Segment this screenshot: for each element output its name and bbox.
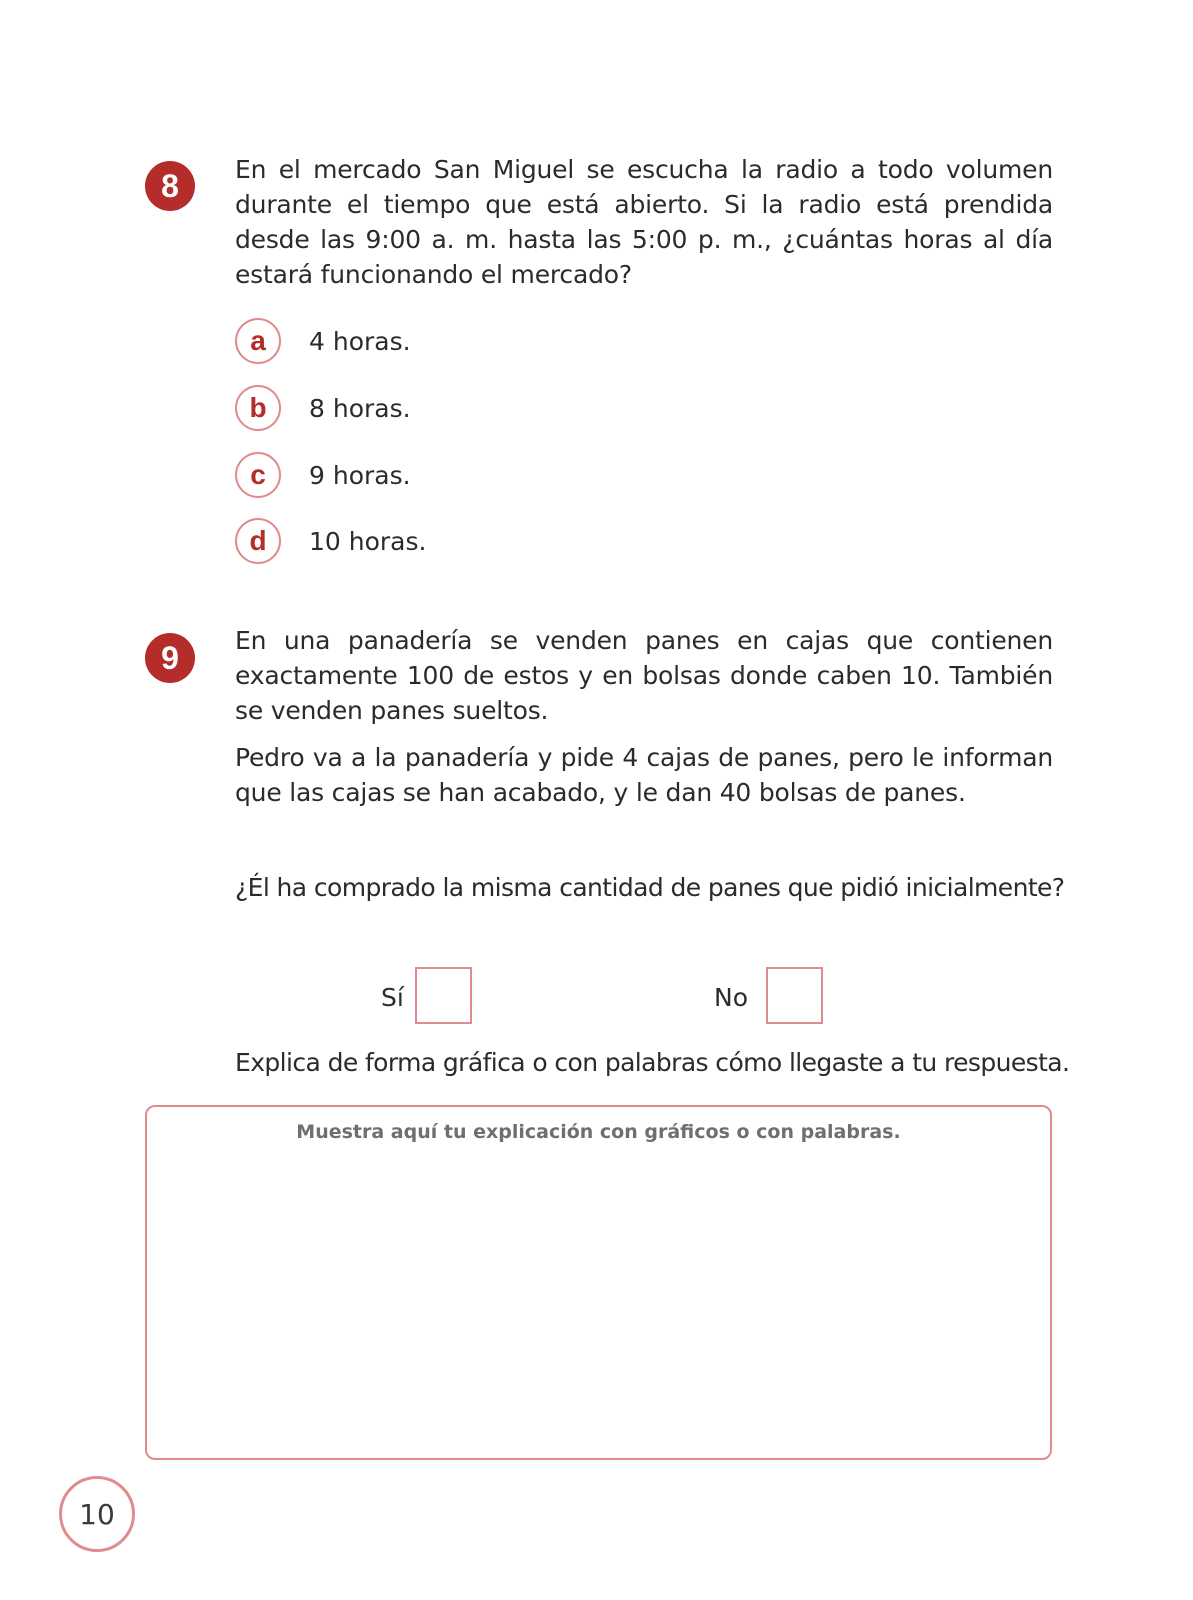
question-8-text: En el mercado San Miguel se escucha la radio a todo volumen durante el tiempo que está abierto. Si la radio está prendida desde las 9:00 a. m. hasta las 5:00 p. m., ¿cuántas horas al día estará funcionando el mercado?	[235, 155, 1053, 289]
yes-label: Sí	[381, 983, 404, 1012]
option-a[interactable]	[235, 318, 411, 364]
option-b[interactable]	[235, 385, 411, 431]
no-label: No	[714, 983, 748, 1012]
option-a-letter: a	[235, 318, 281, 364]
option-b-text: 8 horas.	[309, 393, 411, 423]
question-9-prompt: ¿Él ha comprado la misma cantidad de panes que pidió inicialmente?	[235, 873, 1065, 902]
option-c[interactable]	[235, 452, 411, 498]
option-a-text: 4 horas.	[309, 326, 411, 356]
option-d-text: 10 horas.	[309, 526, 427, 556]
option-c-text: 9 horas.	[309, 460, 411, 490]
answer-box[interactable]	[145, 1105, 1052, 1460]
question-9-text-1: En una panadería se venden panes en cajas que contienen exactamente 100 de estos y en bolsas donde caben 10. También se venden panes sueltos.	[235, 626, 1053, 725]
question-8-number: 8	[145, 161, 195, 211]
option-c-letter: c	[235, 452, 281, 498]
page-number: 10	[59, 1476, 135, 1552]
yes-checkbox[interactable]	[415, 967, 472, 1024]
explain-instruction: Explica de forma gráfica o con palabras cómo llegaste a tu respuesta.	[235, 1048, 1070, 1077]
answer-hint: Muestra aquí tu explicación con gráficos o con palabras.	[296, 1121, 901, 1143]
option-b-letter: b	[235, 385, 281, 431]
question-9-text-2: Pedro va a la panadería y pide 4 cajas de panes, pero le informan que las cajas se han acabado, y le dan 40 bolsas de panes.	[235, 743, 1053, 807]
option-d-letter: d	[235, 518, 281, 564]
no-checkbox[interactable]	[766, 967, 823, 1024]
question-9-number: 9	[145, 633, 195, 683]
option-d[interactable]	[235, 518, 426, 564]
